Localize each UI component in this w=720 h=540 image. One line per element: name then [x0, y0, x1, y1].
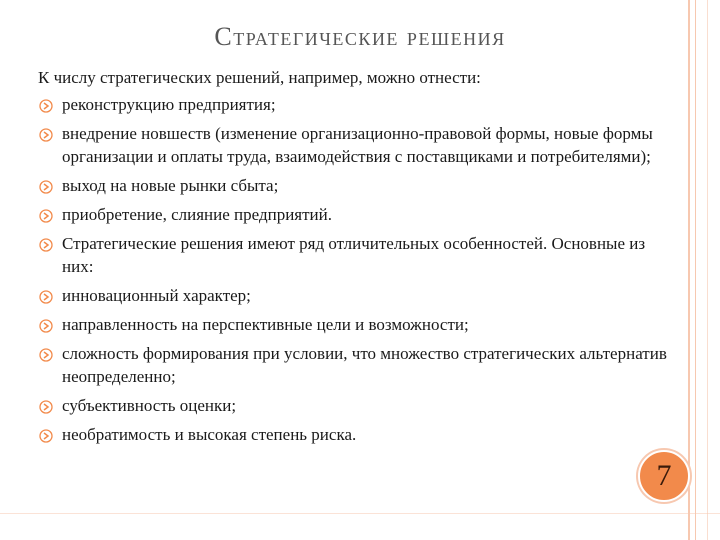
- list-item: [38, 122, 678, 168]
- bullet-arrow-icon: [39, 235, 53, 249]
- list-item-text: выход на новые рынки сбыта;: [62, 176, 279, 195]
- bullet-arrow-icon: [39, 177, 53, 191]
- list-item: [38, 93, 678, 116]
- list-item-text: инновационный характер;: [62, 286, 251, 305]
- list-item-text: реконструкцию предприятия;: [62, 95, 276, 114]
- bullet-list: [38, 93, 678, 446]
- bullet-arrow-icon: [39, 125, 53, 139]
- decorative-border: [707, 0, 708, 540]
- decorative-border: [0, 513, 720, 514]
- list-item: [38, 342, 678, 388]
- bullet-arrow-icon: [39, 316, 53, 330]
- intro-text: К числу стратегических решений, например, можно отнести:: [38, 68, 481, 87]
- list-item: [38, 423, 678, 446]
- list-item-text: внедрение новшеств (изменение организационно-правовой формы, новые формы организации и оплаты труда, взаимодействия с поставщиками и потребителями);: [62, 124, 653, 166]
- list-item: [38, 203, 678, 226]
- list-item: [38, 394, 678, 417]
- page-number-badge: 7: [638, 450, 690, 502]
- list-item-text: необратимость и высокая степень риска.: [62, 425, 357, 444]
- list-item: [38, 174, 678, 197]
- bullet-arrow-icon: [39, 426, 53, 440]
- bullet-arrow-icon: [39, 287, 53, 301]
- list-item: [38, 232, 678, 278]
- slide-title: Стратегические решения: [214, 22, 506, 51]
- decorative-border: [688, 0, 690, 540]
- list-item: [38, 284, 678, 307]
- list-item: [38, 313, 678, 336]
- bullet-arrow-icon: [39, 345, 53, 359]
- bullet-arrow-icon: [39, 397, 53, 411]
- decorative-border: [695, 0, 696, 540]
- list-item-text: приобретение, слияние предприятий.: [62, 205, 332, 224]
- slide-body: [38, 66, 678, 452]
- list-item-text: субъективность оценки;: [62, 396, 237, 415]
- bullet-arrow-icon: [39, 96, 53, 110]
- list-item-text: направленность на перспективные цели и возможности;: [62, 315, 469, 334]
- bullet-arrow-icon: [39, 206, 53, 220]
- list-item-text: Стратегические решения имеют ряд отличительных особенностей. Основные из них:: [62, 234, 646, 276]
- list-item-text: сложность формирования при условии, что множество стратегических альтернатив неопределенно;: [62, 344, 667, 386]
